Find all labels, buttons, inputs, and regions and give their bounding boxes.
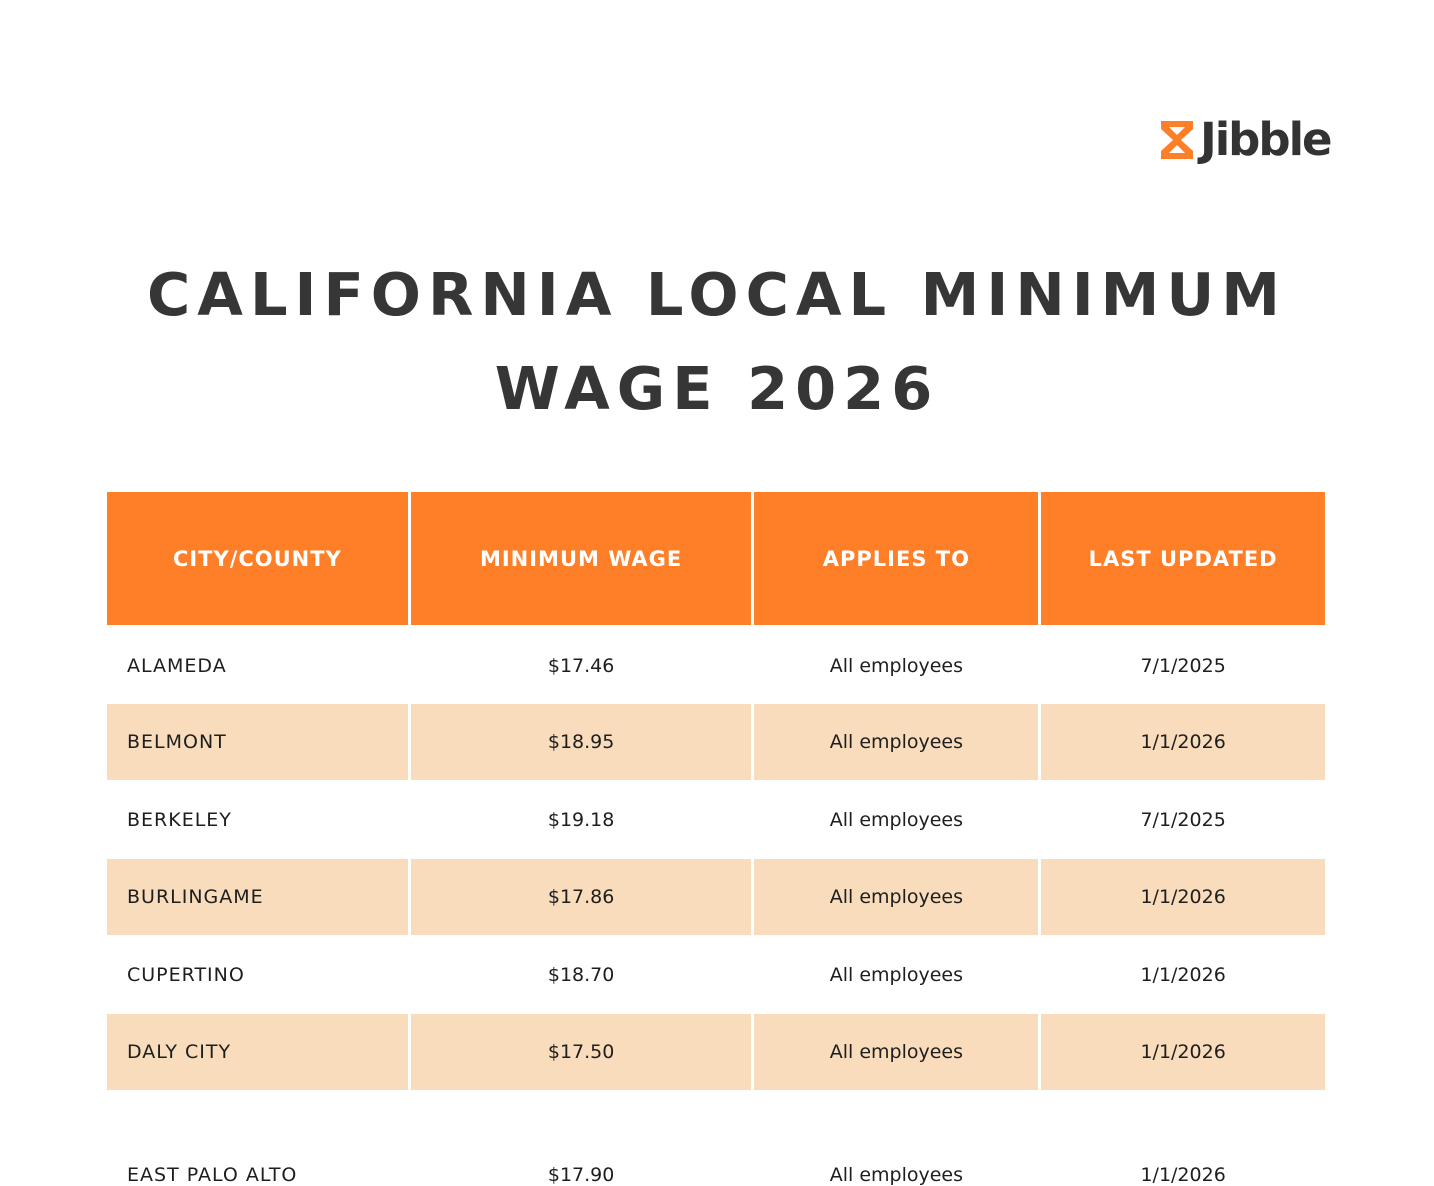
brand-wordmark: Jibble	[1200, 113, 1331, 166]
table-row	[107, 628, 1325, 704]
page-title	[0, 248, 1434, 436]
hourglass-icon	[1158, 118, 1196, 162]
page-title-line-1: CALIFORNIA LOCAL MINIMUM	[146, 260, 1287, 329]
row-applies-to: All employees	[754, 859, 1038, 935]
row-wage: $17.46	[547, 655, 615, 677]
header-minimum-wage: MINIMUM WAGE	[411, 492, 752, 625]
header-city-county: CITY/COUNTY	[107, 492, 408, 625]
row-last-updated: 1/1/2026	[1140, 963, 1226, 986]
row-wage: $17.50	[411, 1014, 752, 1090]
row-wage: $17.90	[547, 1164, 615, 1186]
row-city: BURLINGAME	[107, 859, 408, 935]
row-last-updated: 1/1/2026	[1041, 1014, 1325, 1090]
row-city: BERKELEY	[127, 808, 232, 831]
header-applies-to: APPLIES TO	[754, 492, 1038, 625]
row-wage: $18.95	[411, 704, 752, 780]
header-last-updated: LAST UPDATED	[1041, 492, 1325, 625]
row-applies-to: All employees	[829, 655, 963, 677]
row-last-updated: 1/1/2026	[1041, 704, 1325, 780]
row-last-updated: 1/1/2026	[1140, 1164, 1226, 1186]
row-last-updated: 1/1/2026	[1041, 859, 1325, 935]
minimum-wage-table	[107, 492, 1325, 1186]
row-applies-to: All employees	[829, 1164, 963, 1186]
table-row	[107, 1090, 1325, 1186]
row-last-updated: 7/1/2025	[1140, 808, 1226, 831]
row-city: BELMONT	[107, 704, 408, 780]
table-row	[107, 704, 1325, 780]
row-city: CUPERTINO	[127, 963, 245, 986]
row-city: EAST PALO ALTO	[127, 1164, 298, 1186]
row-applies-to: All employees	[829, 808, 963, 831]
table-row	[107, 859, 1325, 935]
table-header-row	[107, 492, 1325, 625]
row-last-updated: 7/1/2025	[1140, 655, 1226, 677]
brand-logo	[1158, 114, 1331, 166]
row-wage: $17.86	[411, 859, 752, 935]
row-city: ALAMEDA	[127, 655, 227, 677]
page-title-line-2: WAGE 2026	[494, 354, 940, 423]
row-applies-to: All employees	[754, 704, 1038, 780]
row-applies-to: All employees	[754, 1014, 1038, 1090]
table-row	[107, 780, 1325, 859]
table-row	[107, 1014, 1325, 1090]
row-wage: $18.70	[547, 963, 615, 986]
row-applies-to: All employees	[829, 963, 963, 986]
table-row	[107, 935, 1325, 1014]
row-city: DALY CITY	[107, 1014, 408, 1090]
row-wage: $19.18	[547, 808, 615, 831]
